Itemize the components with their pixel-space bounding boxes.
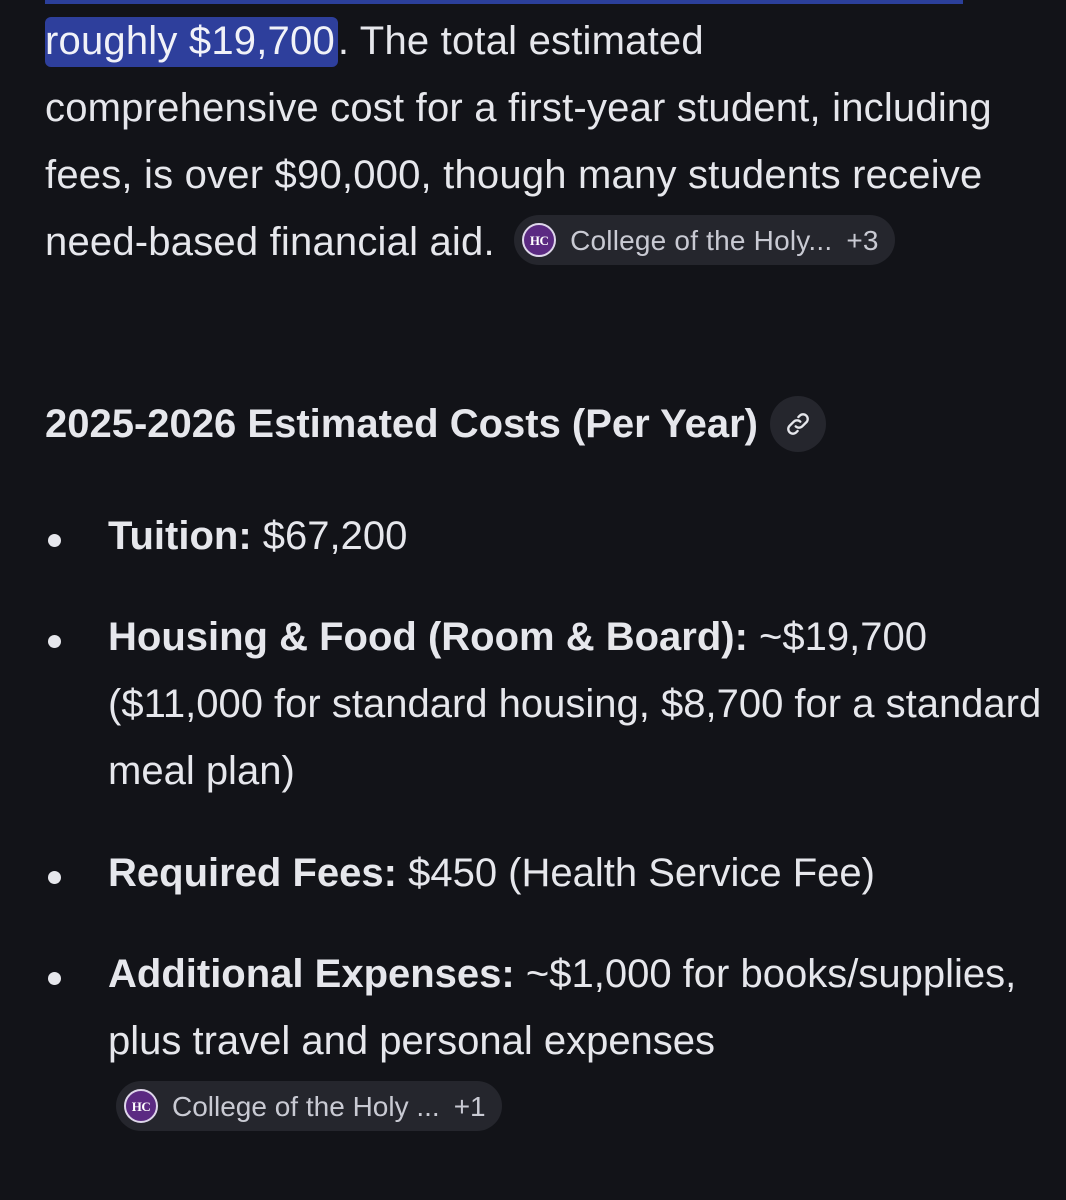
section-heading	[45, 394, 826, 454]
bullet-icon	[48, 972, 61, 985]
college-logo-icon: HC	[522, 223, 556, 257]
cost-value: ~$1,000 for books/supplies, plus travel and personal expenses	[108, 952, 1017, 1063]
source-chip[interactable]	[116, 1081, 502, 1131]
link-icon	[784, 410, 812, 438]
section-heading-text: 2025-2026 Estimated Costs (Per Year)	[45, 402, 758, 446]
cost-value: $67,200	[251, 514, 408, 558]
cost-label: Housing & Food (Room & Board):	[108, 615, 748, 659]
source-chip-count: +1	[453, 1090, 486, 1122]
intro-text-body: comprehensive cost for a first-year student, including fees, is over $90,000, though many students receive need-based financial aid.	[45, 86, 992, 264]
cost-label: Additional Expenses:	[108, 952, 515, 996]
cost-value: ~$19,700 ($11,000 for standard housing, $8,700 for a standard meal plan)	[108, 615, 1042, 793]
source-chip-label: College of the Holy ...	[172, 1090, 440, 1122]
bullet-icon	[48, 534, 61, 547]
copy-link-button[interactable]	[770, 396, 826, 452]
intro-paragraph	[45, 8, 1035, 276]
source-chip[interactable]	[514, 215, 895, 265]
selected-text[interactable]: roughly $19,700	[45, 17, 338, 67]
bullet-icon	[48, 871, 61, 884]
college-logo-icon: HC	[124, 1089, 158, 1123]
bullet-icon	[48, 635, 61, 648]
source-chip-count: +3	[846, 224, 879, 256]
intro-text-line1: . The total estimated	[337, 19, 704, 63]
cost-value: $450 (Health Service Fee)	[396, 851, 875, 895]
cost-label: Tuition:	[108, 514, 252, 558]
selection-highlight-edge	[45, 0, 963, 4]
source-chip-label: College of the Holy...	[570, 224, 833, 256]
cost-label: Required Fees:	[108, 851, 397, 895]
